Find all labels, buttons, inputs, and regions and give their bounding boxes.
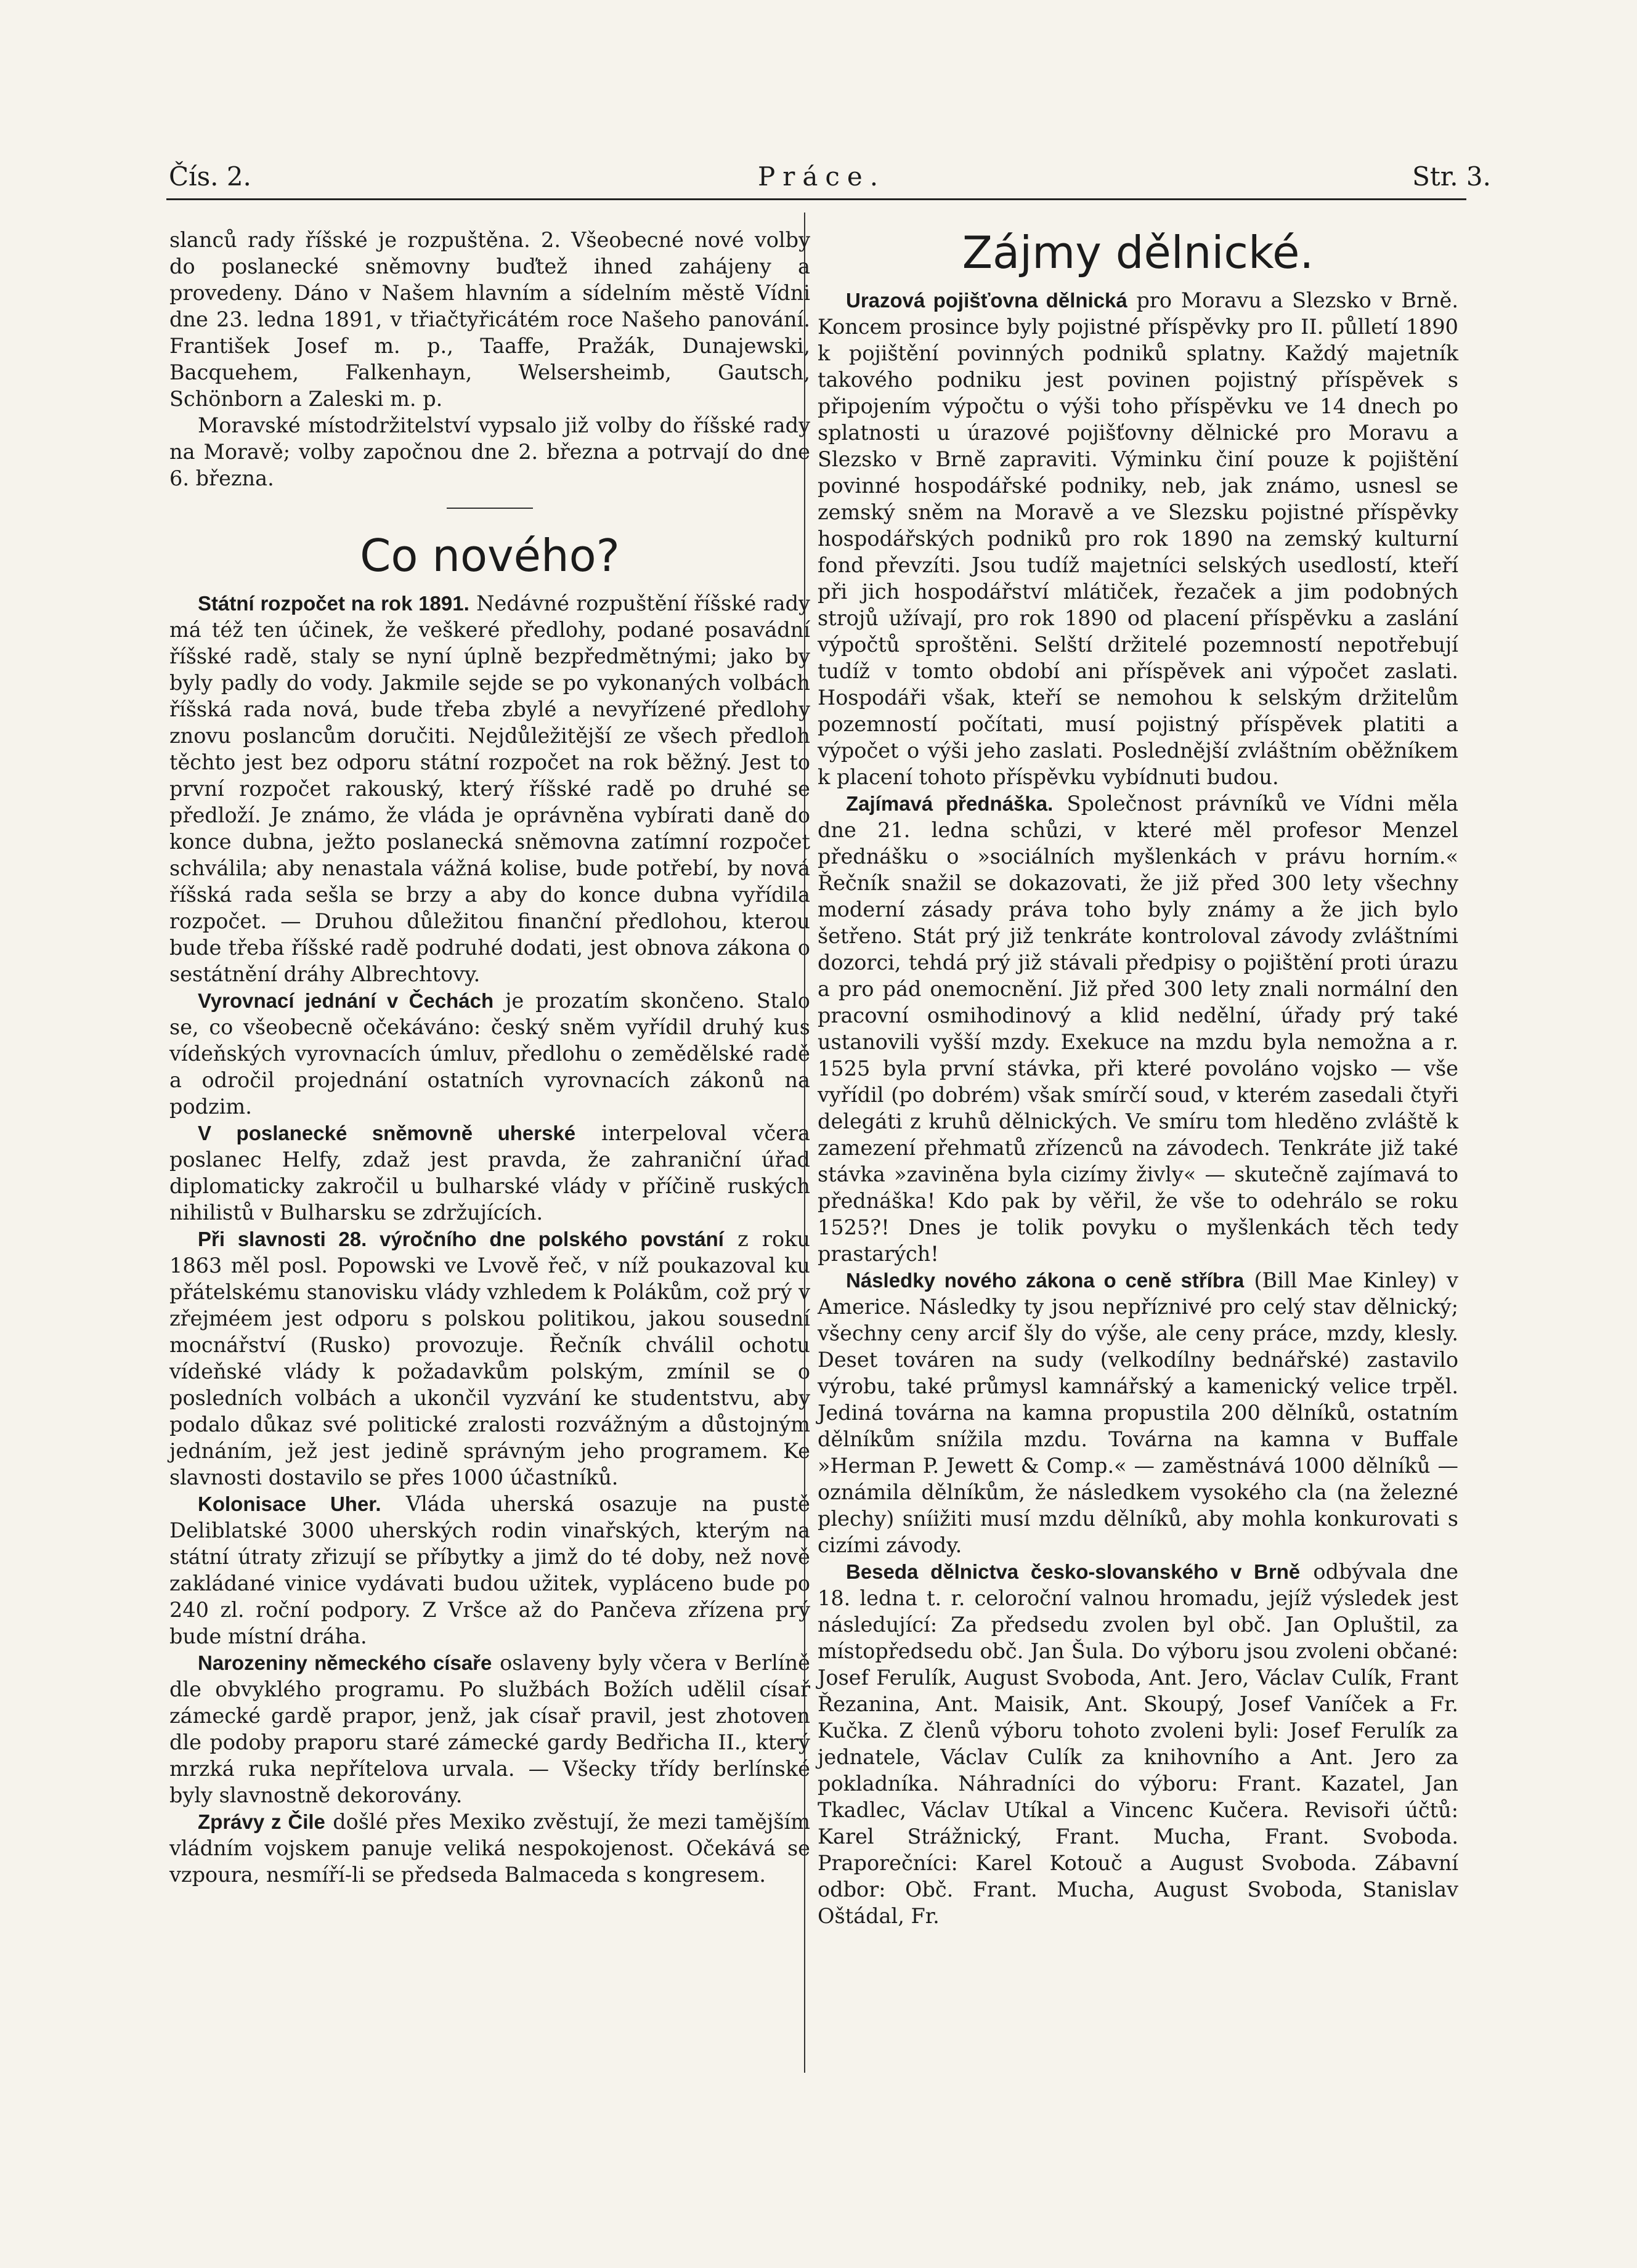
labour-item-heading: Beseda dělnictva česko-slovanského v Brně (846, 1560, 1301, 1583)
news-item-text: oslaveny byly včera v Berlíně dle obvyklého programu. Po službách Božích udělil císař zámecké gardě prapor, jenž, jak císař pravil, jest zhotoven dle podoby praporu staré zámecké gardy Bedřicha II., který mrzká ruka nepřítelova urvala. — Všecky třídy berlínské byly slavnostně dekorovány. (169, 1651, 811, 1807)
labour-item (818, 287, 1458, 790)
news-item-text: Nedávné rozpuštění říšské rady má též ten účinek, že veškeré předlohy, podané posavádní říšské radě, staly se nyní úplně bezpředmětnými; jako by byly padly do vody. Jakmile sejde se po vykonaných volbách říšská rada nová, bude třeba zbylé a nevyřízené předlohy znovu poslancům doručiti. Nejdůležitější ze všech předloh těchto jest bez odporu státní rozpočet na rok běžný. Jest to první rozpočet rakouský, který říšské radě po druhé se předloží. Je známo, že vláda je oprávněna vybírati daně do konce dubna, ježto poslanecká sněmovna zatímní rozpočet schválila; aby nenastala vážná kolise, bude potřebí, by nová říšská rada sešla se brzy a aby do konce dubna vyřídila rozpočet. — Druhou důležitou finanční předlohou, kterou bude třeba říšské radě podruhé dodati, jest obnova zákona o sestátnění dráhy Albrechtovy. (169, 591, 810, 986)
news-item-heading: Při slavnosti 28. výročního dne polského povstání (198, 1228, 724, 1250)
labour-item-text: (Bill Mae Kinley) v Americe. Následky ty jsou nepříznivé pro celý stav dělnický; všechny ceny arcif šly do výše, ale ceny práce, mzdy, klesly. Deset továren na sudy (velkodílny bednářské) zastavilo výrobu, také průmysl kamnářský a kamenický velice trpěl. Jediná továrna na kamna propustila 200 dělníků, ostatním dělníkům snížila mzdu. Továrna na kamna v Buffale »Herman P. Jewett & Comp.« — zaměstnává 1000 dělníků — oznámila dělníkům, že následkem vysokého cla (na železné plechy) sníižiti musí mzdu dělníků, aby mohla konkurovati s cizími závody. (818, 1268, 1458, 1557)
labour-item-heading: Urazová pojišťovna dělnická (846, 289, 1127, 312)
labour-item-heading: Zajímavá přednáška. (846, 792, 1054, 815)
news-item (169, 1120, 810, 1226)
news-item-text: došlé přes Mexiko zvěstují, že mezi tamějším vládním vojskem panuje veliká nespokojenost. Očekává se vzpoura, nesmíří-li se předseda Balmaceda s kongresem. (169, 1810, 810, 1887)
labour-item (818, 1267, 1458, 1558)
news-item-text: z roku 1863 měl posl. Popowski ve Lvově řeč, v níž poukazoval ku přátelskému stanovisku vlády vzhledem k Polákům, což prý v zřejméem jest odporu s polskou politikou, jakou sousední mocnářství (Rusko) provozuje. Řečník chválil ochotu vídeňské vlády k požadavkům polským, zmínil se o posledních volbách a ukončil vyzvání ke studentstvu, aby podalo důkaz své politické zralosti rozvážným a důstojným jednáním, jež jest jedině správným jeho programem. Ke slavnosti dostavilo se přes 1000 účastníků. (169, 1227, 810, 1489)
news-item (169, 1491, 810, 1650)
left-column (169, 227, 810, 1888)
section-title-news: Co nového? (360, 530, 620, 581)
labour-item (818, 790, 1458, 1267)
separator-line (447, 508, 533, 509)
news-item-text: Vláda uherská osazuje na pustě Deliblatské 3000 uherských rodin vinařských, kterým na státní útraty zřizují se příbytky a jimž do té doby, než nově zakládané vinice vydávati budou užitek, vypláceno bude po 240 zl. roční podpory. Z Vršce až do Pančeva zřízena prý bude místní dráha. (169, 1492, 810, 1648)
page-number: Str. 3. (1412, 161, 1491, 192)
intro-paragraph: slanců rady říšské je rozpuštěna. 2. Všeobecné nové volby do poslanecké sněmovny buďtež ihned zahájeny a provedeny. Dáno v Našem hlavním a sídelním městě Vídni dne 23. ledna 1891, v třiačtyřicátém roce Našeho panování. František Josef m. p., Taaffe, Pražák, Dunajewski, Bacquehem, Falkenhayn, Welsersheimb, Gautsch, Schönborn a Zaleski m. p. (169, 228, 810, 411)
right-column (818, 227, 1458, 1929)
intro-paragraph: Moravské místodržitelství vypsalo již volby do říšské rady na Moravě; volby započnou dne 2. března a potrvají do dne 6. března. (169, 413, 810, 490)
news-item-heading: Kolonisace Uher. (198, 1492, 381, 1515)
labour-item-text: odbývala dne 18. ledna t. r. celoroční valnou hromadu, jejíž výsledek jest následující: Za předsedu zvolen byl obč. Jan Opluštil, za místopředsedu obč. Jan Šula. Do výboru jsou zvoleni občané: Josef Ferulík, August Svoboda, Ant. Jero, Václav Culík, Frant Řezanina, Ant. Maisik, Ant. Skoupý, Josef Vaníček a Fr. Kučka. Z členů výboru tohoto zvoleni byli: Josef Ferulík za jednatele, Václav Culík za knihovního a Ant. Jero za pokladníka. Náhradníci do výboru: Frant. Kazatel, Jan Tkadlec, Václav Utíkal a Vincenc Kučera. Revisoři účtů: Karel Strážnický, Frant. Mucha, Frant. Svoboda. Praporečníci: Karel Kotouč a August Svoboda. Zábavní odbor: Obč. Frant. Mucha, August Svoboda, Stanislav Oštádal, Fr. (818, 1560, 1458, 1928)
issue-number: Čís. 2. (169, 161, 251, 192)
news-item-heading: Vyrovnací jednání v Čechách (198, 989, 494, 1012)
news-item-text: interpeloval včera poslanec Helfy, zdaž jest pravda, že zahraniční úřad diplomaticky zakročil u bulharské vlády v příčině ruských nihilistů v Bulharsku se zdržujících. (169, 1121, 810, 1225)
news-item (169, 987, 810, 1120)
news-item-heading: Zprávy z Čile (198, 1810, 325, 1833)
news-item (169, 590, 810, 987)
header-rule (166, 198, 1466, 200)
section-title-labour: Zájmy dělnické. (962, 227, 1314, 278)
labour-item-heading: Následky nového zákona o ceně stříbra (846, 1269, 1245, 1292)
news-item (169, 1808, 810, 1888)
newspaper-title: Práce. (758, 161, 886, 192)
labour-item (818, 1558, 1458, 1929)
news-item-heading: Státní rozpočet na rok 1891. (198, 592, 469, 615)
news-item (169, 1226, 810, 1491)
news-item (169, 1650, 810, 1808)
news-item-heading: Narozeniny německého císaře (198, 1651, 492, 1674)
labour-item-text: pro Moravu a Slezsko v Brně. Koncem prosince byly pojistné příspěvky pro II. půlletí 1890 k pojištění povinných podniků splatny. Každý majetník takového podniku jest povinen pojistný příspěvek s připojením výpočtu o výši toho příspěvku ve 14 dnech po splatnosti u úrazové pojišťovny dělnické pro Moravu a Slezsko v Brně zapraviti. Výminku činí pouze k pojištění povinné hospodářské podniky, neb, jak známo, usnesl se zemský sněm na Moravě a ve Slezsku pojistné příspěvky hospodářských podniků pro rok 1890 na zemský kulturní fond převzíti. Jsou tudíž majetníci selských usedlostí, kteří při jich hospodářství mlátiček, řezaček a jim podobných strojů užívají, pro rok 1890 od placení příspěvku a zaslání výpočtů sproštěni. Selští držitelé pozemností nepotřebují tudíž v tomto období ani příspěvek ani výpočet zaslati. Hospodáři však, kteří se nemohou k selským držitelům pozemností počítati, musí pojistný příspěvek platiti a výpočet o výši jeho zaslati. Poslednější zvláštním oběžníkem k placení tohoto příspěvku vybídnuti budou. (818, 288, 1458, 789)
labour-item-text: Společnost právníků ve Vídni měla dne 21. ledna schůzi, v které měl profesor Menzel přednášku o »sociálních myšlenkách v právu horním.« Řečník snažil se dokazovati, že již před 300 lety všechny moderní zásady práva toho byly známy a že jich bylo šetřeno. Stát prý již tenkráte kontroloval závody zvláštními dozorci, tehdá prý již stávali předpisy o pojištění proti úrazu a pro pád onemocnění. Již před 300 lety znali normální den pracovní osmihodinový a klid nedělní, úřady prý také ustanovili vyšší mzdy. Exekuce na mzdu byla nemožna a r. 1525 byla první stávka, při které povoláno vojsko — vše vyřídil (po dobrém) však smírčí soud, v kterém zasedali čtyři delegáti z kruhů dělnických. Ve smíru tom hleděno zvláště k zamezení přehmatů zřízenců na závodech. Tenkráte již také stávka »zaviněna byla cizímy živly« — skutečně zajímavá to přednáška! Kdo pak by věřil, že vše to odehrálo se roku 1525?! Dnes je tolik povyku o myšlenkách těch tedy prastarých! (818, 792, 1458, 1266)
news-item-text: je prozatím skončeno. Stalo se, co všeobecně očekáváno: český sněm vyřídil druhý kus vídeňských vyrovnacích úmluv, předlohu o zemědělské radě a odročil projednání ostatních vyrovnacích zákonů na podzim. (169, 989, 810, 1119)
page-header (166, 161, 1491, 198)
news-item-heading: V poslanecké sněmovně uherské (198, 1122, 576, 1144)
